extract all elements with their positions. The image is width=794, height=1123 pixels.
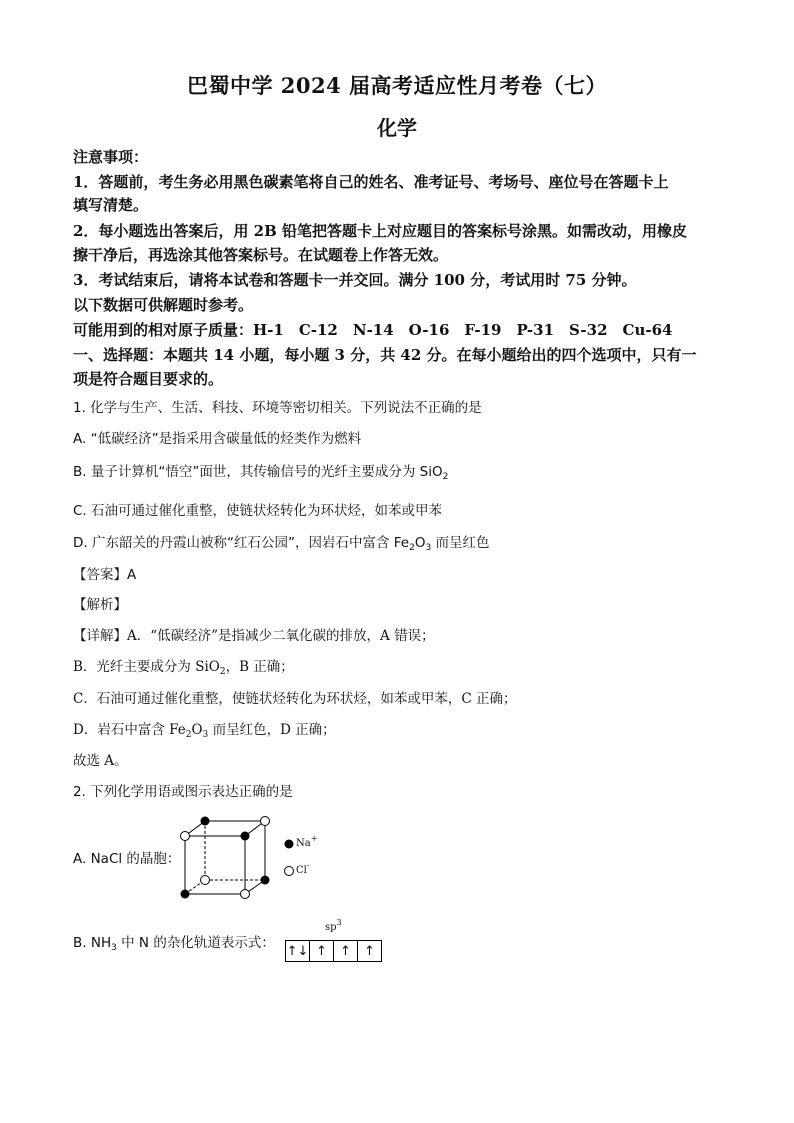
q1-detail-a: 【详解】A．“低碳经济”是指减少二氧化碳的排放，A 错误； — [73, 628, 435, 644]
q1-option-a: A. “低碳经济”是指采用含碳量低的烃类作为燃料 — [73, 431, 362, 447]
orbital-box: ↑ — [364, 943, 375, 959]
q1-detail-c: C．石油可通过催化重整，使链状烃转化为环状烃，如苯或甲苯，C 正确； — [73, 691, 517, 707]
q1-detail-d: D．岩石中富含 $Fe_2O_3$ 而呈红色，D 正确； — [73, 722, 336, 740]
subject-title: 化学 — [377, 116, 417, 140]
q1-answer: 【答案】A — [73, 567, 137, 583]
q2-option-b: B. $NH_3$ 中 N 的杂化轨道表示式： — [73, 935, 275, 953]
cl-ion-marker — [201, 876, 210, 885]
nacl-unit-cell-diagram — [175, 808, 335, 904]
note-line: 填写清楚。 — [73, 196, 149, 214]
note-line: 3．考试结束后，请将本试卷和答题卡一并交回。满分 100 分，考试用时 75 分钟。 — [73, 271, 637, 289]
q1-option-c: C. 石油可通过催化重整，使链状烃转化为环状烃，如苯或甲苯 — [73, 503, 443, 519]
q1-analysis-tag: 【解析】 — [73, 597, 127, 613]
data-note: 以下数据可供解题时参考。 — [73, 296, 254, 314]
sp3-label: $sp^3$ — [325, 918, 342, 933]
section-heading-cont: 项是符合题目要求的。 — [73, 370, 224, 388]
q1-stem: 1. 化学与生产、生活、科技、环境等密切相关。下列说法不正确的是 — [73, 400, 482, 416]
na-ion-marker — [241, 832, 250, 841]
atomic-masses: 可能用到的相对原子质量：H-1 C-12 N-14 O-16 F-19 P-31 S-32 Cu-64 — [73, 321, 673, 339]
orbital-box: ↑↓ — [286, 941, 310, 961]
section-heading: 一、选择题：本题共 14 小题，每小题 3 分，共 42 分。在每小题给出的四个选项中，只有一 — [73, 346, 697, 364]
q2-stem: 2. 下列化学用语或图示表达正确的是 — [73, 784, 293, 800]
legend-cl-marker — [285, 867, 294, 876]
notes-heading: 注意事项： — [73, 148, 149, 166]
q1-conclusion: 故选 A。 — [73, 753, 128, 769]
na-ion-marker — [201, 817, 210, 826]
na-ion-marker — [181, 890, 190, 899]
q1-option-b: B. 量子计算机“悟空”面世，其传输信号的光纤主要成分为 SiO$_2$ — [73, 464, 449, 482]
hybrid-orbital-boxes — [285, 940, 382, 962]
cl-ion-marker — [261, 817, 270, 826]
cl-ion-marker — [181, 832, 190, 841]
note-line: 擦干净后，再选涂其他答案标号。在试题卷上作答无效。 — [73, 246, 449, 264]
na-ion-marker — [261, 876, 270, 885]
q2-option-a: A. NaCl 的晶胞： — [73, 851, 181, 867]
orbital-box: ↑ — [310, 941, 334, 961]
note-line: 2．每小题选出答案后，用 2B 铅笔把答题卡上对应题目的答案标号涂黑。如需改动，用橡皮 — [73, 222, 688, 240]
cl-ion-marker — [241, 890, 250, 899]
legend-na-label: Na+ — [296, 834, 318, 849]
q1-option-d: D. 广东韶关的丹霞山被称“红石公园”，因岩石中富含 $Fe_2O_3$ 而呈红色 — [73, 535, 490, 553]
note-line: 1．答题前，考生务必用黑色碳素笔将自己的姓名、准考证号、考场号、座位号在答题卡上 — [73, 173, 669, 191]
legend-na-marker — [285, 840, 294, 849]
q1-detail-b: B．光纤主要成分为 SiO$_2$，B 正确； — [73, 659, 294, 677]
exam-title: 巴蜀中学 2024 届高考适应性月考卷（七） — [186, 73, 608, 98]
orbital-box: ↑ — [334, 941, 358, 961]
legend-cl-label: Cl- — [296, 861, 310, 876]
